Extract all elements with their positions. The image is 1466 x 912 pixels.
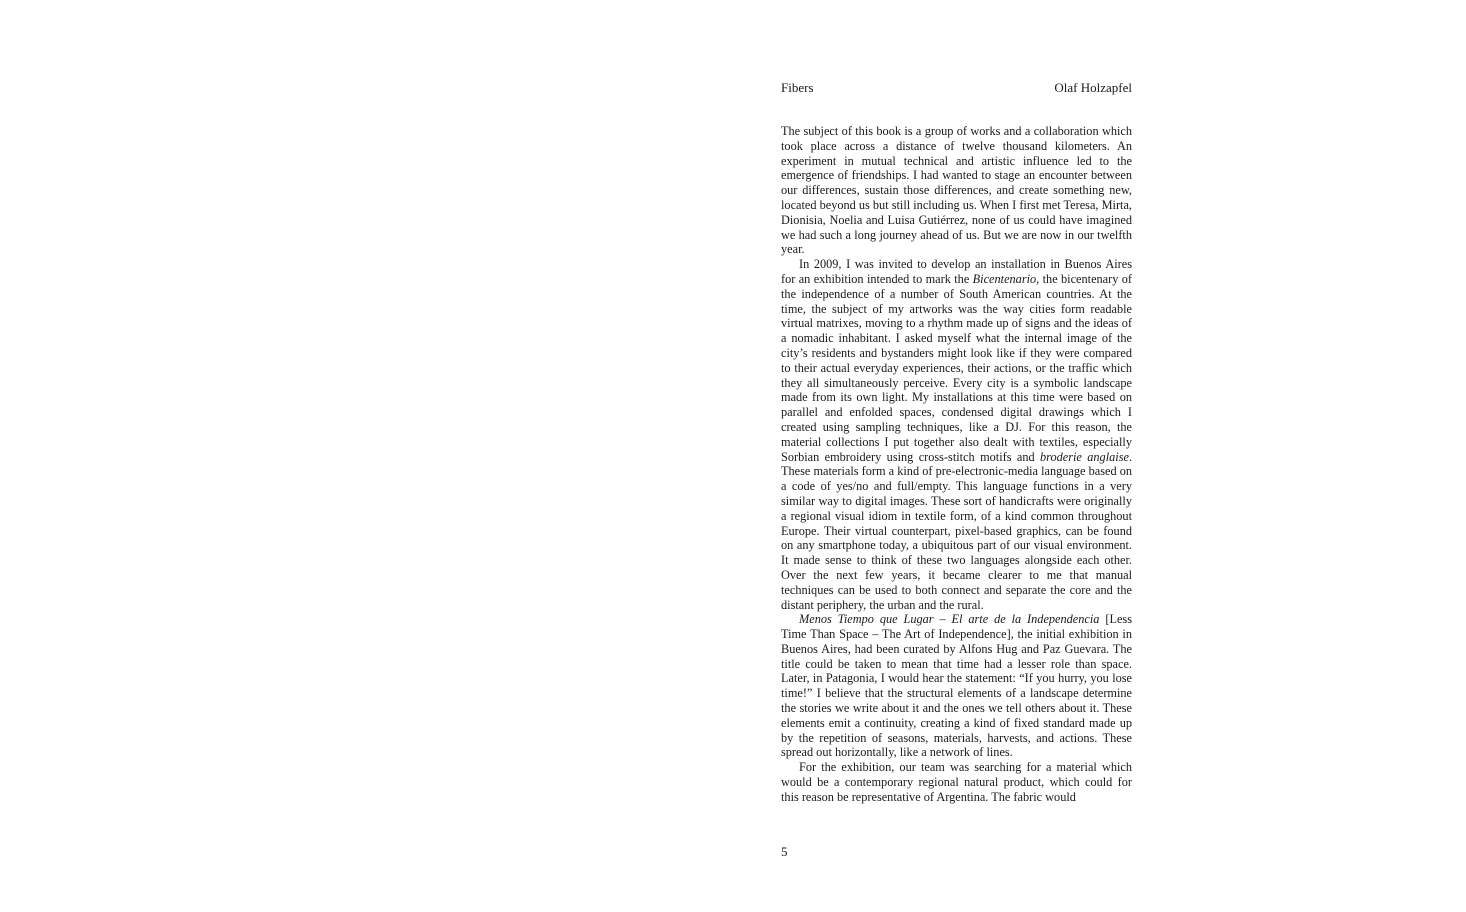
italic-segment: broderie anglaise (1040, 449, 1129, 464)
text-segment: For the exhibition, our team was searching for a material which would be a contemporary regional natural product, which could for this reason be representative of Argentina. The fabric would (781, 760, 1132, 804)
running-head (781, 78, 1132, 98)
text-segment: , the bicentenary of the independence of a number of South American countries. At the time, the subject of my artworks was the way cities form readable virtual matrixes, moving to a rhythm made up of signs and the ideas of a nomadic inhabitant. I asked myself what the internal image of the city’s residents and bystanders might look like if they were compared to their actual everyday experiences, their actions, or the traffic which they all simultaneously perceive. Every city is a symbolic landscape made from its own light. My installations at this time were based on parallel and enfolded spaces, condensed digital drawings which I created using sampling techniques, like a DJ. For this reason, the material collections I put together also dealt with textiles, especially Sorbian embroidery using cross-stitch motifs and (781, 271, 1132, 464)
text-segment: . These materials form a kind of pre-electronic-media language based on a code of yes/no and full/empty. This language functions in a very similar way to digital images. These sort of handicrafts were originally a regional visual idiom in textile form, of a kind common throughout Europe. Their virtual counterpart, pixel-based graphics, can be found on any smartphone today, a ubiquitous part of our visual environment. It made sense to think of these two languages alongside each other. Over the next few years, it became clearer to me that manual techniques can be used to both connect and separate the core and the distant periphery, the urban and the rural. (781, 449, 1133, 612)
body-text (781, 124, 1132, 805)
paragraph (781, 124, 1132, 257)
italic-segment: Menos Tiempo que Lugar – El arte de la Independencia (799, 612, 1100, 627)
book-page (781, 78, 1132, 868)
text-segment: In 2009, I was invited to develop an installation in Buenos Aires for an exhibition intended to mark the (781, 257, 1132, 286)
paragraph (781, 760, 1132, 804)
running-head-author: Olaf Holzapfel (1054, 80, 1132, 95)
italic-segment: Bicentenario (972, 271, 1037, 286)
running-head-title: Fibers (781, 80, 814, 95)
paragraph (781, 257, 1132, 612)
paragraph (781, 612, 1132, 760)
text-segment: The subject of this book is a group of works and a collaboration which took place across a distance of twelve thousand kilometers. An experiment in mutual technical and artistic influence led to the emergence of friendships. I had wanted to stage an encounter between our differences, sustain those differences, and create something new, located beyond us but still including us. When I first met Teresa, Mirta, Dionisia, Noelia and Luisa Gutiérrez, none of us could have imagined we had such a long journey ahead of us. But we are now in our twelfth year. (781, 124, 1132, 257)
text-segment: [Less Time Than Space – The Art of Independence], the initial exhibition in Buenos Aires, had been curated by Alfons Hug and Paz Guevara. The title could be taken to mean that time had a lesser role than space. Later, in Patagonia, I would hear the statement: “If you hurry, you lose time!” I believe that the structural elements of a landscape determine the stories we write about it and the ones we tell others about it. These elements emit a continuity, creating a kind of fixed standard made up by the repetition of seasons, materials, harvests, and actions. These spread out horizontally, like a network of lines. (781, 612, 1132, 760)
page-number: 5 (781, 844, 788, 859)
